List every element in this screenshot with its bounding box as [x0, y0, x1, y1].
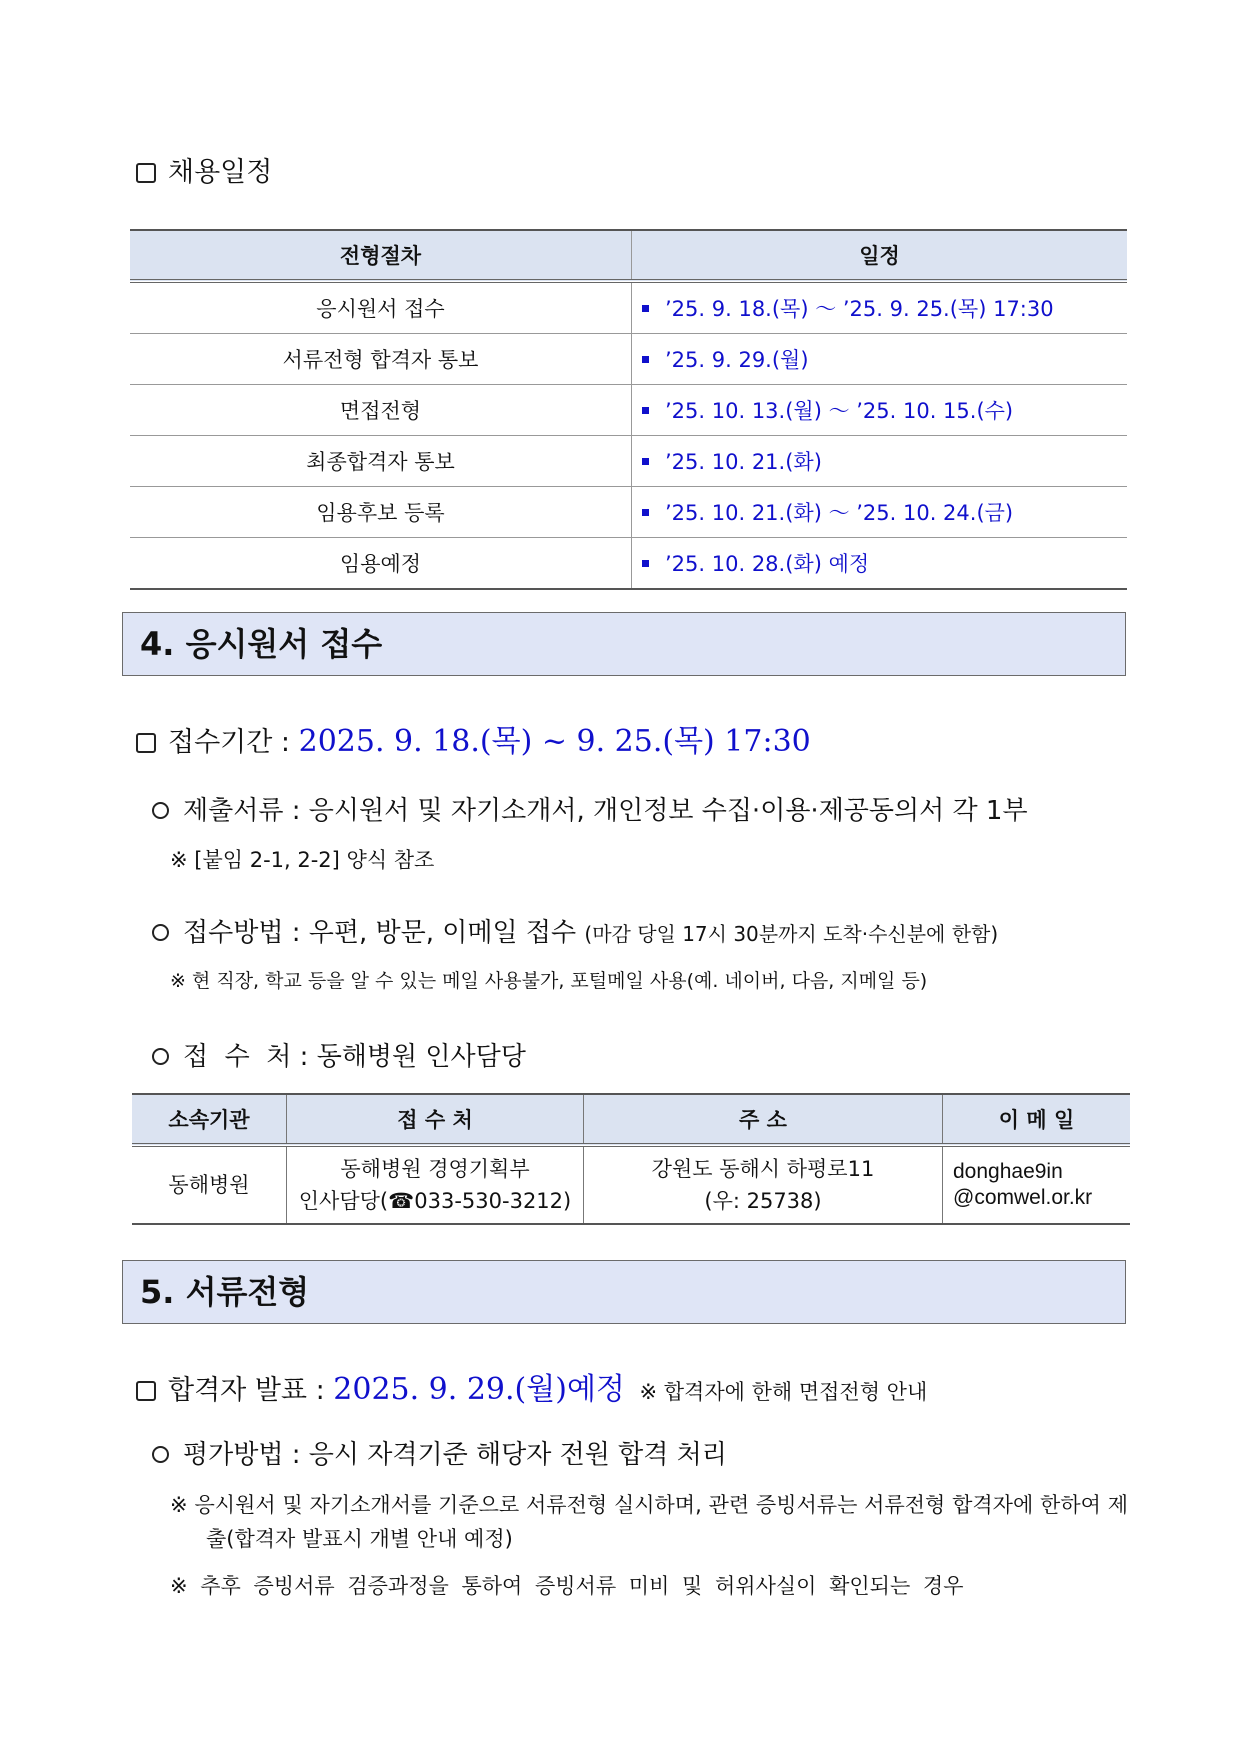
table-row	[130, 436, 1127, 487]
col-header-dept: 접 수 처	[287, 1094, 584, 1145]
schedule-heading	[136, 150, 272, 189]
announce-note: ※ 합격자에 한해 면접전형 안내	[639, 1380, 928, 1404]
dept-line1: 동해병원 경영기획부	[340, 1157, 530, 1181]
bullet-icon	[642, 458, 649, 465]
table-header-row	[132, 1094, 1130, 1145]
circle-bullet-icon	[152, 1048, 169, 1065]
schedule-table	[130, 229, 1127, 590]
step-cell: 면접전형	[130, 385, 632, 436]
method-paren: (마감 당일 17시 30분까지 도착·수신분에 한함)	[584, 922, 999, 946]
email-line2: @comwel.or.kr	[953, 1186, 1093, 1209]
schedule-heading-text: 채용일정	[168, 157, 273, 188]
docs-text: 제출서류 : 응시원서 및 자기소개서, 개인정보 수집·이용·제공동의서 각 1부	[183, 796, 1028, 826]
table-row	[130, 334, 1127, 385]
table-row	[130, 385, 1127, 436]
col-header-date: 일정	[632, 230, 1128, 281]
date-text: ’25. 10. 21.(화) ～ ’25. 10. 24.(금)	[665, 501, 1014, 525]
date-text: ’25. 9. 18.(목) ～ ’25. 9. 25.(목) 17:30	[665, 297, 1054, 321]
period-value: 2025. 9. 18.(목) ~ 9. 25.(목) 17:30	[298, 724, 811, 759]
method-main: 접수방법 : 우편, 방문, 이메일 접수	[183, 918, 577, 948]
step-cell: 임용후보 등록	[130, 487, 632, 538]
method-note: ※ 현 직장, 학교 등을 알 수 있는 메일 사용불가, 포털메일 사용(예. 네이버, 다음, 지메일 등)	[170, 970, 928, 992]
bullet-icon	[642, 560, 649, 567]
table-row	[130, 487, 1127, 538]
date-cell	[632, 334, 1128, 385]
circle-bullet-icon	[152, 802, 169, 819]
date-cell	[632, 436, 1128, 487]
announce-value: 2025. 9. 29.(월)예정	[333, 1372, 625, 1407]
eval-text: 평가방법 : 응시 자격기준 해당자 전원 합격 처리	[183, 1440, 727, 1470]
date-text: ’25. 9. 29.(월)	[665, 348, 809, 372]
step-cell: 임용예정	[130, 538, 632, 590]
address-line1: 강원도 동해시 하평로11	[651, 1157, 875, 1181]
bullet-icon	[642, 305, 649, 312]
bullet-icon	[642, 407, 649, 414]
section4-title: 4. 응시원서 접수	[122, 612, 1126, 676]
checkbox-square-icon	[136, 163, 156, 183]
period-label: 접수기간 :	[168, 727, 291, 758]
date-text: ’25. 10. 13.(월) ～ ’25. 10. 15.(수)	[665, 399, 1014, 423]
bullet-icon	[642, 509, 649, 516]
date-cell	[632, 487, 1128, 538]
place-line	[152, 1036, 526, 1073]
circle-bullet-icon	[152, 924, 169, 941]
eval-note-1: ※ 응시원서 및 자기소개서를 기준으로 서류전형 실시하며, 관련 증빙서류는 서류전형 합격자에 한하여 제출(합격자 발표시 개별 안내 예정)	[170, 1493, 1128, 1551]
col-header-address: 주 소	[584, 1094, 943, 1145]
docs-note: ※ [붙임 2-1, 2-2] 양식 참조	[170, 848, 435, 872]
table-row	[132, 1145, 1130, 1224]
date-cell	[632, 385, 1128, 436]
dept-cell	[287, 1145, 584, 1224]
checkbox-square-icon	[136, 733, 156, 753]
bullet-icon	[642, 356, 649, 363]
section5-title: 5. 서류전형	[122, 1260, 1126, 1324]
date-cell	[632, 538, 1128, 590]
address-cell	[584, 1145, 943, 1224]
eval-line	[152, 1434, 727, 1471]
date-text: ’25. 10. 21.(화)	[665, 450, 822, 474]
method-line	[152, 912, 998, 949]
step-cell: 응시원서 접수	[130, 281, 632, 334]
org-cell: 동해병원	[132, 1145, 287, 1224]
reception-table	[132, 1093, 1130, 1225]
address-line2: (우: 25738)	[704, 1189, 822, 1213]
col-header-email: 이 메 일	[943, 1094, 1131, 1145]
announce-line	[136, 1364, 927, 1408]
table-header-row	[130, 230, 1127, 281]
step-cell: 최종합격자 통보	[130, 436, 632, 487]
date-text: ’25. 10. 28.(화) 예정	[665, 552, 870, 576]
email-cell[interactable]	[943, 1145, 1131, 1224]
period-line	[136, 716, 811, 760]
checkbox-square-icon	[136, 1381, 156, 1401]
eval-note-2: ※ 추후 증빙서류 검증과정을 통하여 증빙서류 미비 및 허위사실이 확인되는 경우	[170, 1574, 964, 1598]
circle-bullet-icon	[152, 1446, 169, 1463]
table-row	[130, 281, 1127, 334]
dept-line2: 인사담당(☎033-530-3212)	[298, 1189, 572, 1213]
col-header-step: 전형절차	[130, 230, 632, 281]
col-header-org: 소속기관	[132, 1094, 287, 1145]
docs-line	[152, 790, 1028, 827]
email-line1: donghae9in	[953, 1160, 1063, 1183]
date-cell	[632, 281, 1128, 334]
step-cell: 서류전형 합격자 통보	[130, 334, 632, 385]
announce-label: 합격자 발표 :	[168, 1375, 325, 1406]
table-row	[130, 538, 1127, 590]
place-text: 접 수 처 : 동해병원 인사담당	[183, 1042, 526, 1072]
